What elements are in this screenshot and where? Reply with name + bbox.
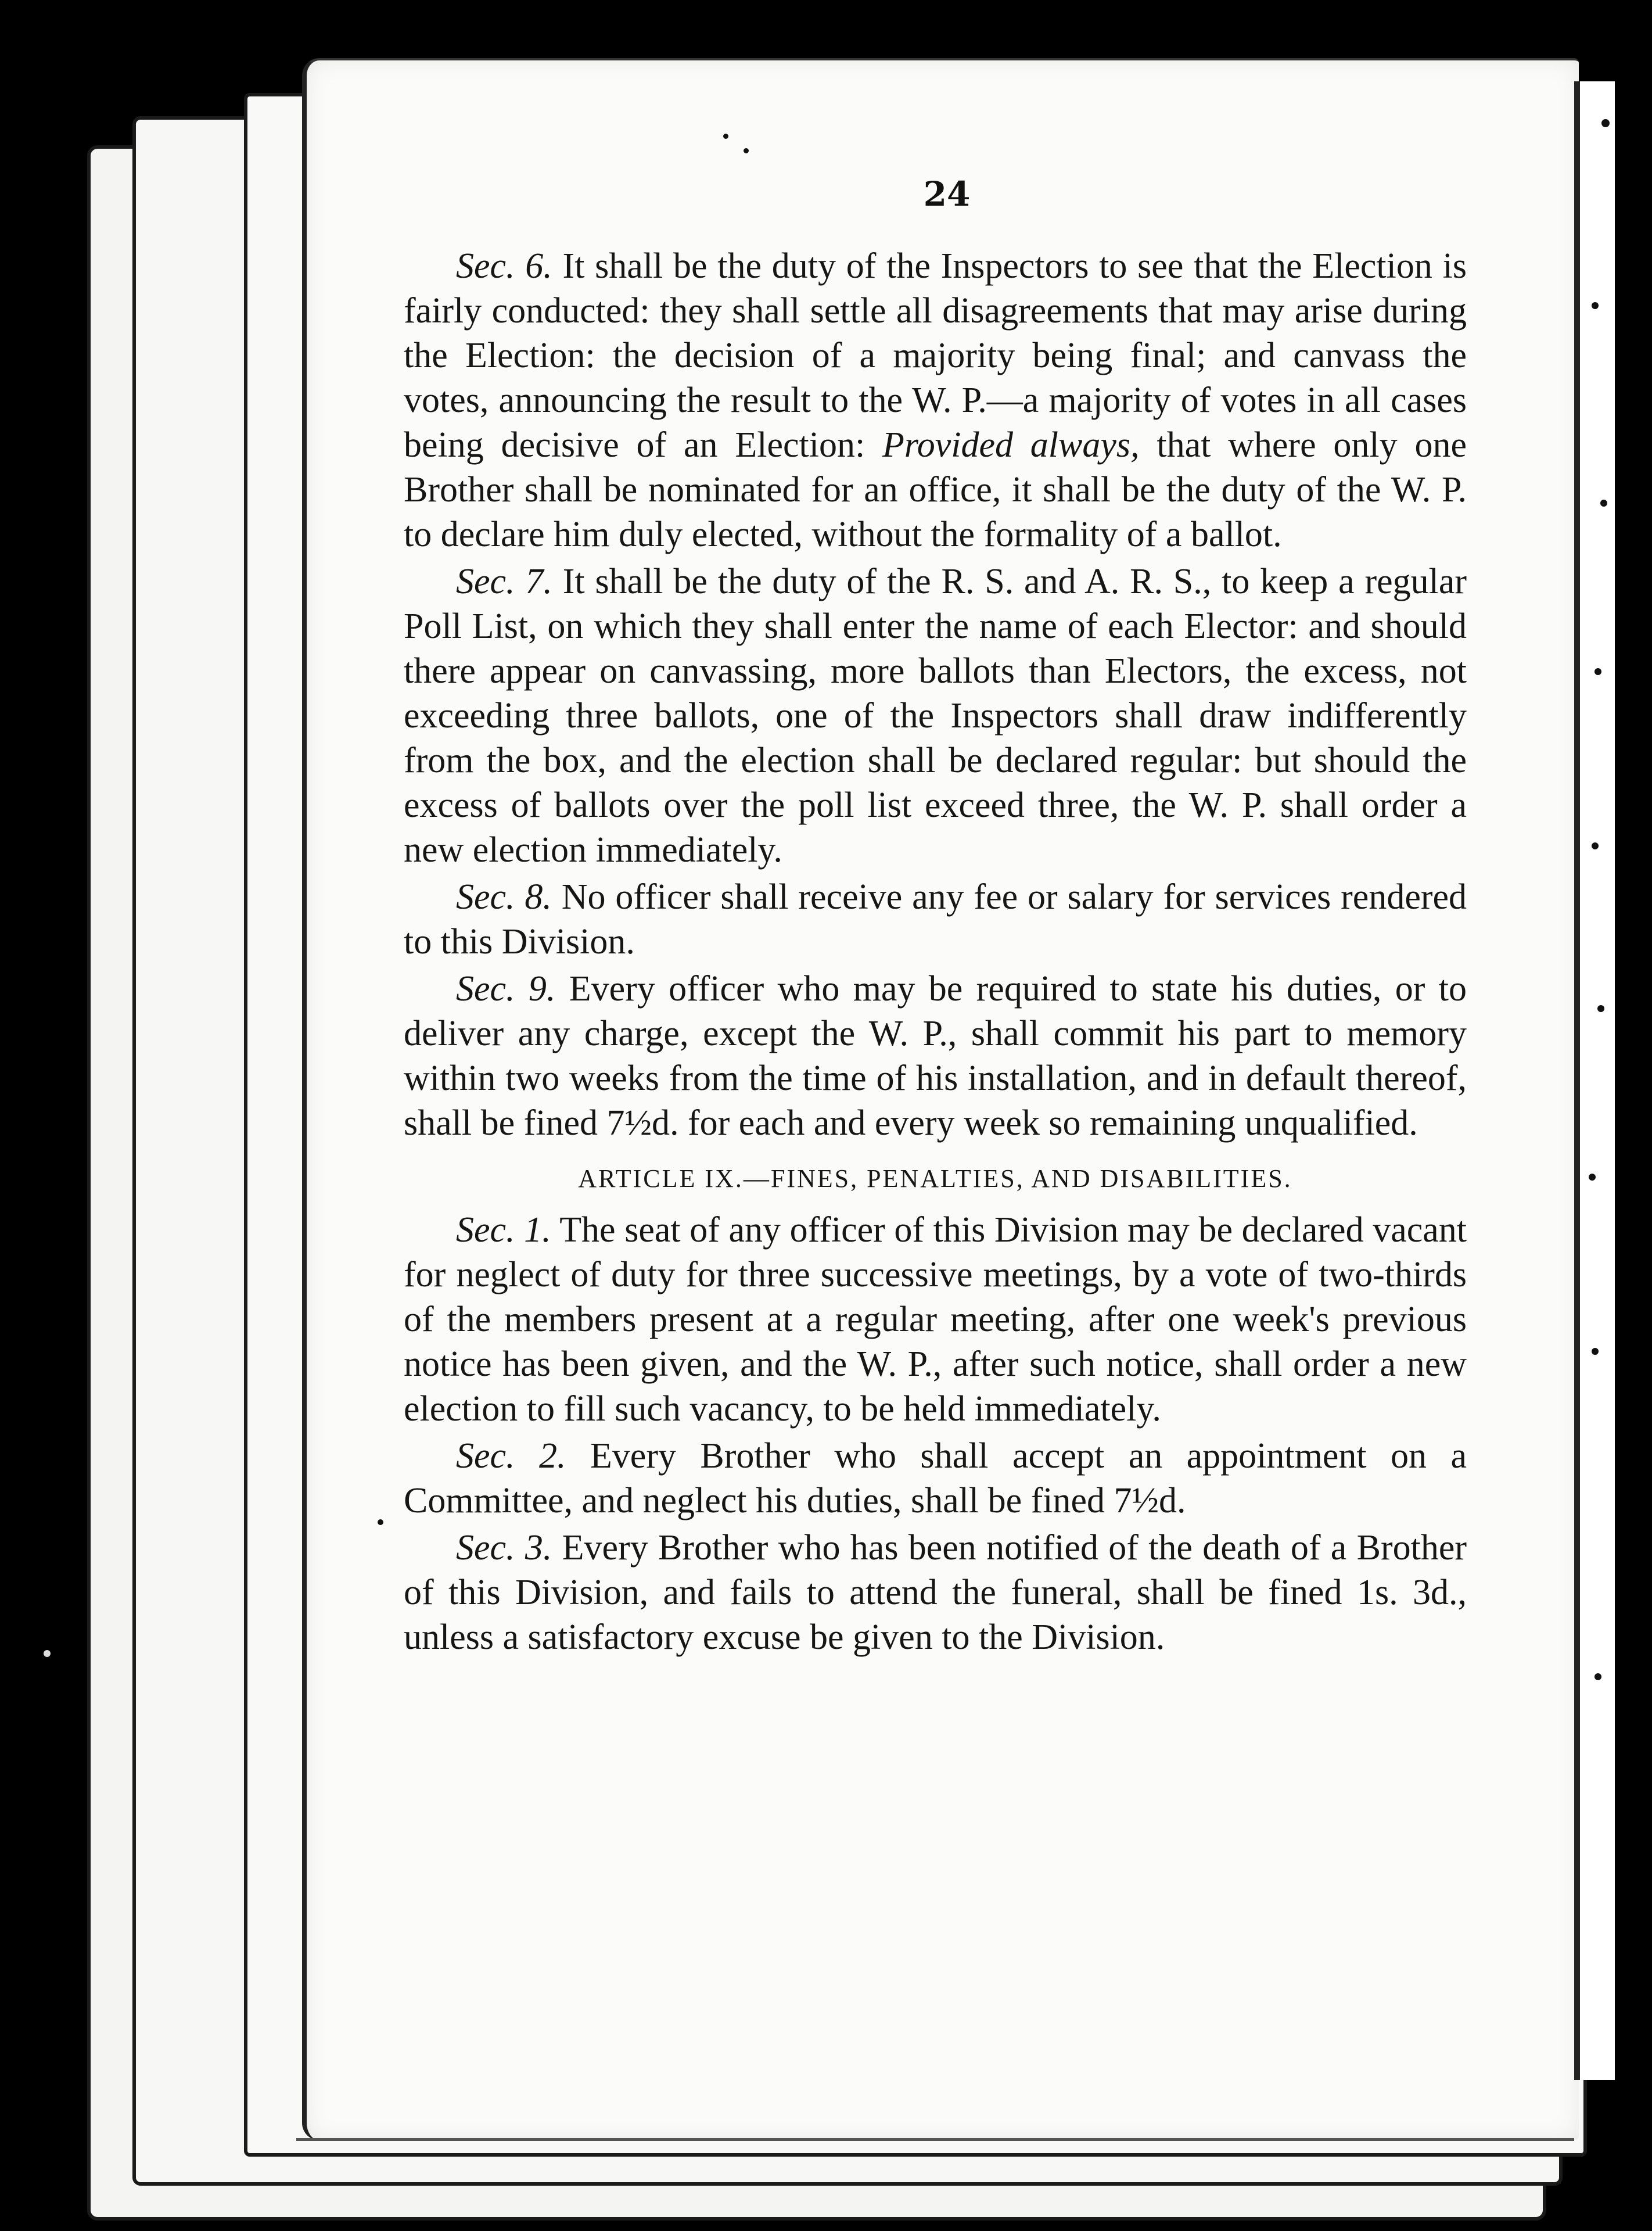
- scan-margin: [1615, 0, 1652, 2231]
- scan-speck: [723, 134, 728, 139]
- scan-speck: [378, 1519, 383, 1525]
- section-text: It shall be the duty of the R. S. and A. R. S., to keep a regular Poll List, on which they shall enter the name of each Elector: and should there appear on canvassing, more ballots than Electors, the excess, not exceeding three ballots, one of the Inspectors shall draw indifferently from the box, and the election shall be declared regular: but should the excess of ballots over the poll list exceed three, the W. P. shall order a new election immediately.: [404, 562, 1467, 870]
- section-text: The seat of any officer of this Division may be declared vacant for neglect of duty for three successive meetings, by a vote of two-thirds of the members present at a regular meeting, after one week's previous notice has been given, and the W. P., after such notice, shall order a new election to fill such vacancy, to be held immediately.: [404, 1210, 1467, 1429]
- scan-speck: [1597, 1005, 1604, 1012]
- section-emphasis: Provided always,: [882, 425, 1140, 465]
- section-text: Every Brother who has been notified of the death of a Brother of this Division, and fails to attend the funeral, shall be fined 1s. 3d., unless a satisfactory excuse be given to the Division.: [404, 1528, 1467, 1657]
- article-section-3: [404, 1526, 1467, 1660]
- section-text: that where only one Brother shall be nominated for an office, it shall be the duty of the W. P. to declare him duly elected, without the formality of a ballot.: [404, 425, 1467, 554]
- page-text: [404, 244, 1467, 1662]
- section-7: [404, 559, 1467, 873]
- section-label: Sec. 8.: [456, 877, 552, 917]
- section-label: Sec. 7.: [456, 562, 552, 601]
- page-number: 24: [923, 174, 971, 214]
- article-number: ARTICLE IX.: [578, 1164, 744, 1193]
- scan-speck: [1589, 1174, 1596, 1181]
- article-section-2: [404, 1434, 1467, 1523]
- section-label: Sec. 1.: [456, 1210, 551, 1250]
- scan-speck: [1601, 119, 1610, 127]
- scan-speck: [1592, 842, 1599, 849]
- scan-speck: [1592, 1348, 1599, 1355]
- article-heading: [404, 1156, 1467, 1201]
- section-text: Every officer who may be required to state his duties, or to deliver any charge, except the W. P., shall commit his part to memory within two weeks from the time of his installation, and in default thereof, shall be fined 7½d. for each and every week so remaining unqualified.: [404, 969, 1467, 1143]
- scan-speck: [1592, 302, 1599, 309]
- article-title: —FINES, PENALTIES, AND DISABILITIES.: [743, 1164, 1292, 1193]
- scan-speck: [1594, 668, 1601, 675]
- section-6: [404, 244, 1467, 557]
- scan-speck: [1594, 1673, 1601, 1680]
- section-text: No officer shall receive any fee or salary for services rendered to this Division.: [404, 877, 1467, 962]
- section-label: Sec. 2.: [456, 1436, 566, 1476]
- scan-speck: [744, 148, 749, 153]
- section-text: Every Brother who shall accept an appointment on a Committee, and neglect his duties, shall be fined 7½d.: [404, 1436, 1467, 1520]
- section-text: It shall be the duty of the Inspectors to see that the Election is fairly conducted: they shall settle all disagreements that may arise during the Election: the decision of a majority being final; and canvass the votes, announcing the result to the W. P.—a majority of votes in all cases being decisive of an Election:: [404, 246, 1467, 465]
- article-section-1: [404, 1208, 1467, 1432]
- section-label: Sec. 9.: [456, 969, 556, 1009]
- scan-speck: [1600, 500, 1607, 507]
- adjacent-page-edge: [1574, 81, 1621, 2080]
- section-label: Sec. 3.: [456, 1528, 552, 1568]
- section-8: [404, 875, 1467, 964]
- scan-speck: [44, 1650, 51, 1657]
- section-label: Sec. 6.: [456, 246, 552, 286]
- section-9: [404, 967, 1467, 1146]
